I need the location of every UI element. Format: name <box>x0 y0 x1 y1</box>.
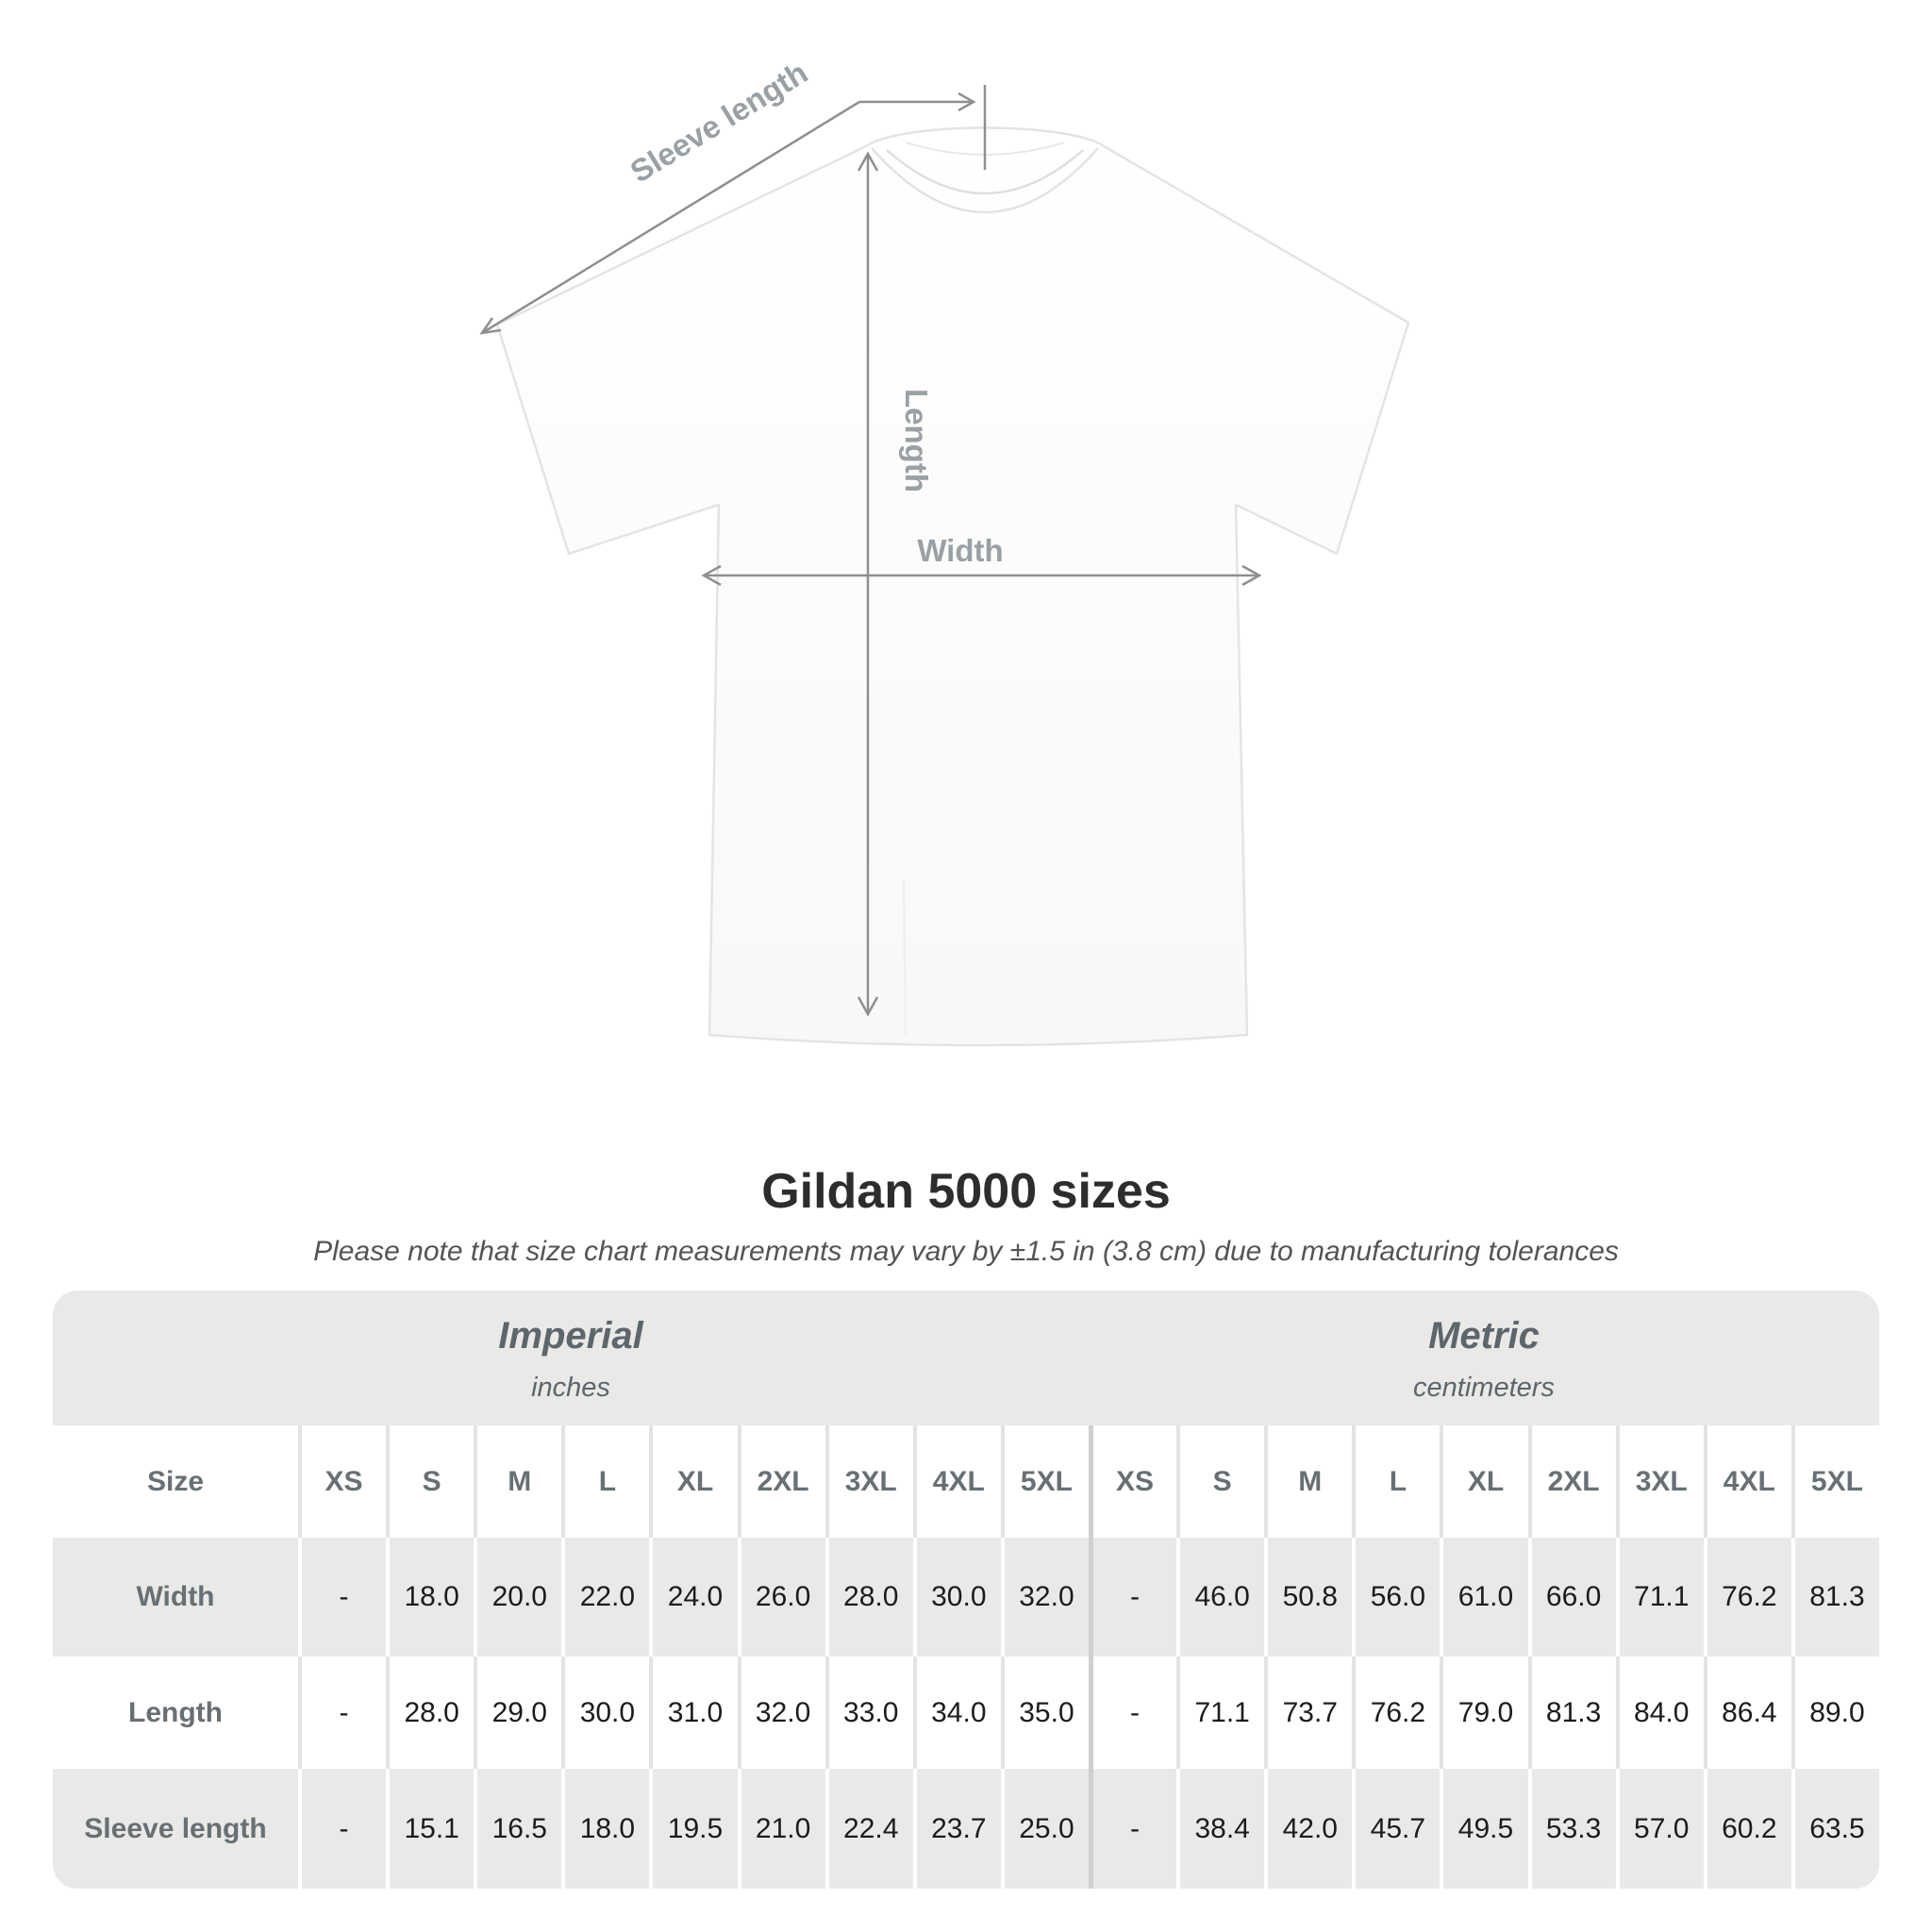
table-cell: 46.0 <box>1176 1538 1264 1657</box>
table-cell: 30.0 <box>913 1538 1001 1657</box>
size-header-imperial: S <box>386 1425 474 1538</box>
table-cell: 35.0 <box>1001 1657 1089 1769</box>
table-cell: 32.0 <box>1001 1538 1089 1657</box>
size-header-imperial: M <box>474 1425 561 1538</box>
tshirt-outline <box>497 128 1408 1046</box>
table-cell: 53.3 <box>1528 1769 1616 1889</box>
table-cell: 15.1 <box>386 1769 474 1889</box>
size-header-metric: 5XL <box>1791 1425 1879 1538</box>
table-cell: 76.2 <box>1704 1538 1791 1657</box>
table-cell: 25.0 <box>1001 1769 1089 1889</box>
table-cell: - <box>1089 1538 1176 1657</box>
size-header-metric: S <box>1176 1425 1264 1538</box>
table-row <box>53 1538 1879 1657</box>
metric-unit-label: centimeters <box>1413 1373 1555 1403</box>
measurement-row-label: Width <box>136 1581 215 1612</box>
table-cell: 71.1 <box>1616 1538 1704 1657</box>
table-cell: - <box>298 1769 386 1889</box>
table-cell: 23.7 <box>913 1769 1001 1889</box>
table-cell: 61.0 <box>1440 1538 1527 1657</box>
table-cell: 21.0 <box>738 1769 825 1889</box>
table-cell: 81.3 <box>1528 1657 1616 1769</box>
table-cell: 30.0 <box>561 1657 649 1769</box>
table-cell: 31.0 <box>649 1657 737 1769</box>
table-cell: 38.4 <box>1176 1769 1264 1889</box>
tshirt-illustration <box>377 52 1509 1137</box>
table-cell: 73.7 <box>1264 1657 1352 1769</box>
table-cell: 86.4 <box>1704 1657 1791 1769</box>
table-cell: 60.2 <box>1704 1769 1791 1889</box>
sleeve-length-label: Sleeve length <box>624 54 814 190</box>
table-cell: 18.0 <box>561 1769 649 1889</box>
table-cell: 56.0 <box>1352 1538 1440 1657</box>
table-cell: 42.0 <box>1264 1769 1352 1889</box>
table-cell: 29.0 <box>474 1657 561 1769</box>
table-cell: 22.4 <box>825 1769 913 1889</box>
size-header-imperial: XS <box>298 1425 386 1538</box>
table-cell: 63.5 <box>1791 1769 1879 1889</box>
table-cell: 89.0 <box>1791 1657 1879 1769</box>
table-cell: 71.1 <box>1176 1657 1264 1769</box>
size-chart-table <box>53 1291 1879 1889</box>
table-cell: 79.0 <box>1440 1657 1527 1769</box>
tolerance-note: Please note that size chart measurements may vary by ±1.5 in (3.8 cm) due to manufacturing tolerances <box>313 1236 1619 1267</box>
table-row <box>53 1769 1879 1889</box>
table-cell: 76.2 <box>1352 1657 1440 1769</box>
size-header-imperial: 2XL <box>738 1425 825 1538</box>
measurement-row-label: Sleeve length <box>84 1812 267 1844</box>
size-header-metric: M <box>1264 1425 1352 1538</box>
table-row <box>53 1657 1879 1769</box>
table-cell: 45.7 <box>1352 1769 1440 1889</box>
size-header-imperial: 3XL <box>825 1425 913 1538</box>
size-header-metric: XS <box>1089 1425 1176 1538</box>
size-header-metric: 3XL <box>1616 1425 1704 1538</box>
table-cell: 20.0 <box>474 1538 561 1657</box>
table-cell: 26.0 <box>738 1538 825 1657</box>
table-cell: 24.0 <box>649 1538 737 1657</box>
imperial-unit-label: inches <box>531 1373 610 1403</box>
table-row <box>53 1425 1879 1538</box>
table-cell: - <box>1089 1769 1176 1889</box>
size-header-metric: 2XL <box>1528 1425 1616 1538</box>
unit-band <box>53 1291 1879 1425</box>
size-header-imperial: 5XL <box>1001 1425 1089 1538</box>
table-cell: - <box>298 1538 386 1657</box>
table-cell: 66.0 <box>1528 1538 1616 1657</box>
table-cell: 34.0 <box>913 1657 1001 1769</box>
table-cell: 16.5 <box>474 1769 561 1889</box>
table-cell: 22.0 <box>561 1538 649 1657</box>
table-cell: 33.0 <box>825 1657 913 1769</box>
table-cell: 49.5 <box>1440 1769 1527 1889</box>
page-title: Gildan 5000 sizes <box>761 1164 1171 1219</box>
table-cell: 28.0 <box>386 1657 474 1769</box>
size-header-imperial: 4XL <box>913 1425 1001 1538</box>
size-grid <box>53 1425 1879 1889</box>
imperial-label: Imperial <box>498 1315 643 1357</box>
table-cell: - <box>1089 1657 1176 1769</box>
size-column-header: Size <box>146 1465 205 1497</box>
width-label: Width <box>917 533 1004 568</box>
table-cell: 32.0 <box>738 1657 825 1769</box>
imperial-group-header <box>53 1291 1089 1425</box>
metric-label: Metric <box>1428 1315 1540 1357</box>
table-cell: 50.8 <box>1264 1538 1352 1657</box>
size-header-metric: XL <box>1440 1425 1527 1538</box>
table-cell: 19.5 <box>649 1769 737 1889</box>
metric-group-header <box>1089 1291 1879 1425</box>
table-cell: 81.3 <box>1791 1538 1879 1657</box>
table-cell: 84.0 <box>1616 1657 1704 1769</box>
size-header-metric: 4XL <box>1704 1425 1791 1538</box>
tshirt-size-diagram <box>377 52 1509 1137</box>
table-cell: - <box>298 1657 386 1769</box>
size-header-imperial: L <box>561 1425 649 1538</box>
size-header-metric: L <box>1352 1425 1440 1538</box>
measurement-row-label: Length <box>128 1696 223 1728</box>
table-cell: 18.0 <box>386 1538 474 1657</box>
table-cell: 28.0 <box>825 1538 913 1657</box>
size-header-imperial: XL <box>649 1425 737 1538</box>
table-cell: 57.0 <box>1616 1769 1704 1889</box>
length-label: Length <box>899 389 934 492</box>
